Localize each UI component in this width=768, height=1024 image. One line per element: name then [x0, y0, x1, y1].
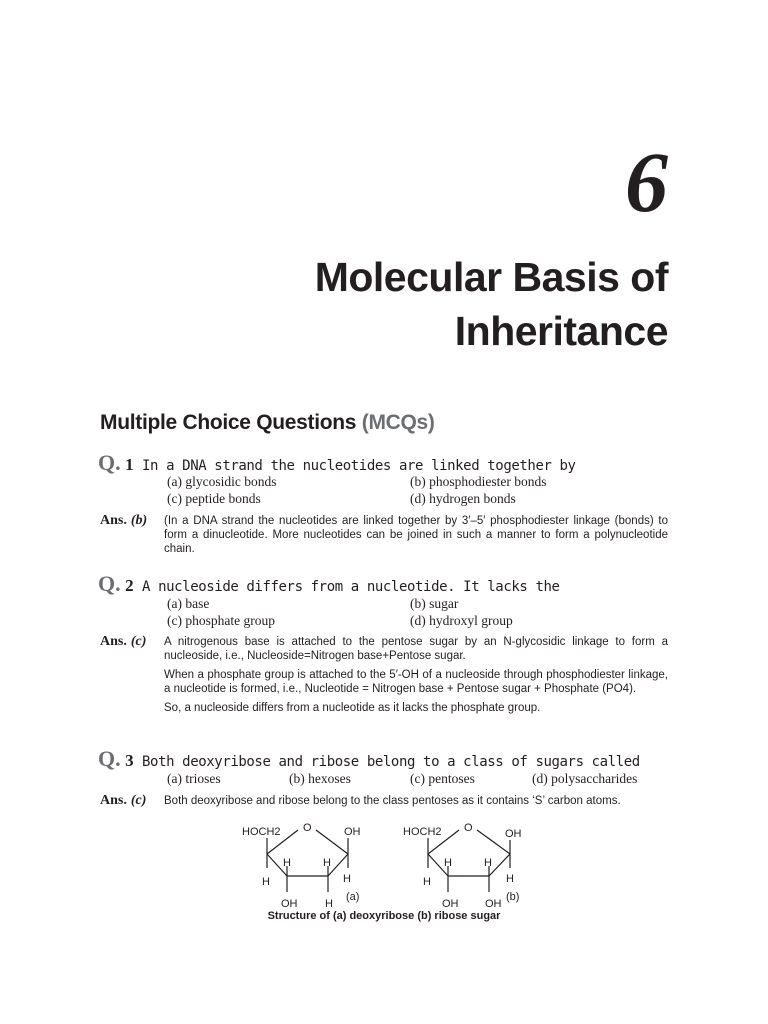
question-text: Both deoxyribose and ribose belong to a class of sugars called: [142, 754, 640, 770]
section-heading: [100, 411, 435, 435]
option-a: (a) base: [167, 596, 210, 611]
option-c: (c) pentoses: [410, 771, 475, 786]
option-d: (d) hydroxyl group: [410, 613, 513, 628]
h-label: H: [262, 876, 270, 888]
question-number: 3: [125, 751, 134, 770]
oh-label: OH: [344, 826, 361, 838]
answer-body: [164, 514, 668, 561]
question-1: [98, 450, 576, 476]
answer-paragraph: Both deoxyribose and ribose belong to the class pentoses as it contains ‘S’ carbon atoms.: [164, 795, 621, 807]
answer-body: [164, 635, 668, 720]
answer-letter: (c): [130, 634, 147, 649]
question-marker: Q.: [98, 450, 121, 475]
answer-paragraph: A nitrogenous base is attached to the pentose sugar by an N-glycosidic linkage to form a nucleoside, i.e., Nucleoside=Nitrogen base+Pentose sugar.: [164, 636, 668, 662]
answer-label: [100, 634, 146, 650]
option-b: (b) phosphodiester bonds: [410, 474, 547, 489]
question-marker: Q.: [98, 746, 121, 771]
h-label: H: [444, 857, 452, 869]
option-a: (a) glycosidic bonds: [167, 474, 277, 489]
chapter-title: [315, 250, 668, 358]
question-3: [98, 746, 640, 772]
hoch2-label: HOCH2: [403, 826, 442, 838]
chapter-number: 6: [625, 134, 668, 230]
oh-label: OH: [442, 898, 459, 910]
option-b: (b) hexoses: [289, 771, 351, 786]
question-text: In a DNA strand the nucleotides are linked together by: [142, 458, 576, 474]
deoxyribose-structure: [267, 830, 348, 892]
oh-label: OH: [281, 898, 298, 910]
question-number: 1: [125, 455, 134, 474]
h-label: H: [325, 898, 333, 910]
option-c: (c) phosphate group: [167, 613, 275, 628]
question-text: A nucleoside differs from a nucleotide. It lacks the: [142, 579, 560, 595]
figure-label-a: (a): [346, 891, 360, 903]
option-b: (b) sugar: [410, 596, 459, 611]
answer-label-text: Ans.: [100, 634, 127, 649]
figure-label-b: (b): [506, 891, 520, 903]
answer-label-text: Ans.: [100, 793, 127, 808]
h-label: H: [423, 876, 431, 888]
h-label: H: [506, 873, 514, 885]
option-a: (a) trioses: [167, 771, 221, 786]
answer-label: [100, 793, 146, 809]
ring-oxygen-label: O: [303, 822, 312, 834]
section-heading-paren: (MCQs): [361, 411, 435, 434]
h-label: H: [343, 873, 351, 885]
answer-letter: (b): [130, 513, 148, 528]
answer-paragraph: When a phosphate group is attached to the 5′-OH of a nucleoside through phosphodiester linkage, a nucleotide is formed, i.e., Nucleotide = Nitrogen base + Pentose sugar + Phosphate (PO4).: [164, 669, 668, 695]
option-c: (c) peptide bonds: [167, 491, 261, 506]
question-2: [98, 571, 560, 597]
oh-label: OH: [505, 828, 522, 840]
h-label: H: [323, 857, 331, 869]
chapter-title-line-1: Molecular Basis of: [314, 254, 668, 300]
option-d: (d) hydrogen bonds: [410, 491, 516, 506]
oh-label: OH: [485, 898, 502, 910]
option-d: (d) polysaccharides: [532, 771, 638, 786]
section-heading-text: Multiple Choice Questions: [100, 411, 357, 434]
sugar-structures-figure: [230, 818, 540, 910]
answer-paragraph: (In a DNA strand the nucleotides are linked together by 3′–5′ phosphodiester linkage (bonds) to form a dinucleotide. More nucleotides can be joined in such a manner to form a polynucleotide chain.: [164, 515, 668, 555]
h-label: H: [283, 857, 291, 869]
answer-letter: (c): [130, 793, 147, 808]
hoch2-label: HOCH2: [242, 826, 281, 838]
answer-label-text: Ans.: [100, 513, 127, 528]
question-number: 2: [125, 576, 134, 595]
ring-oxygen-label: O: [464, 822, 473, 834]
h-label: H: [484, 857, 492, 869]
figure-caption: Structure of (a) deoxyribose (b) ribose sugar: [267, 910, 501, 922]
chapter-title-line-2: Inheritance: [454, 308, 668, 354]
question-marker: Q.: [98, 571, 121, 596]
answer-label: [100, 513, 147, 529]
answer-body: [164, 794, 668, 813]
answer-paragraph: So, a nucleoside differs from a nucleotide as it lacks the phosphate group.: [164, 702, 541, 714]
ribose-structure: [428, 830, 510, 892]
